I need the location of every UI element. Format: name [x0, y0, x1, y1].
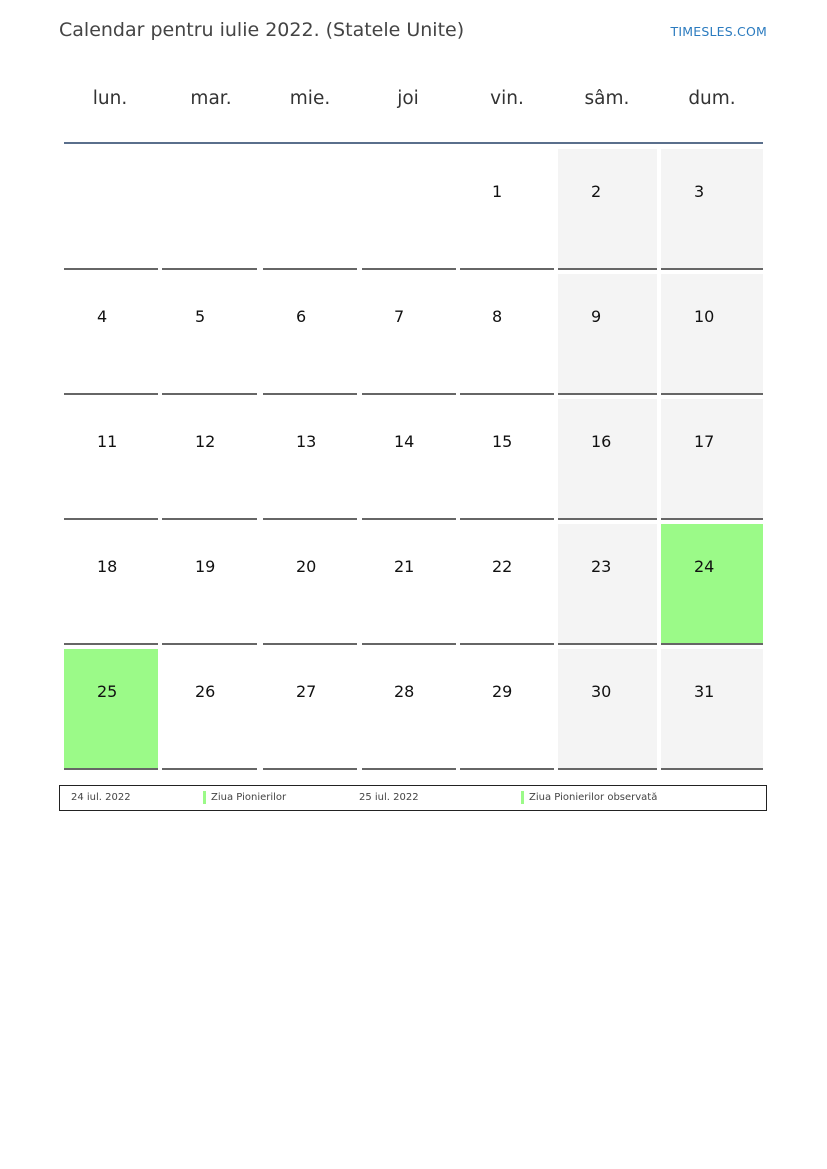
day-cell — [661, 399, 763, 520]
day-number: 20 — [296, 557, 317, 576]
day-cell — [64, 399, 158, 520]
day-cell — [460, 274, 554, 395]
day-number: 28 — [394, 682, 415, 701]
day-cell — [661, 649, 763, 770]
weekday-label: lun. — [92, 88, 128, 109]
page-title: Calendar pentru iulie 2022. (Statele Unite) — [59, 19, 465, 41]
day-number: 17 — [694, 432, 715, 451]
day-number: 11 — [97, 432, 118, 451]
weekday-label: mar. — [190, 88, 232, 109]
day-cell — [64, 274, 158, 395]
weekday-label: sâm. — [584, 88, 630, 109]
day-number: 27 — [296, 682, 317, 701]
day-cell — [362, 649, 456, 770]
day-cell — [661, 149, 763, 270]
day-cell — [263, 524, 357, 645]
day-cell — [263, 399, 357, 520]
day-cell — [558, 399, 657, 520]
day-number: 9 — [591, 307, 602, 326]
day-number: 31 — [694, 682, 715, 701]
empty-day-cell — [64, 149, 158, 270]
day-cell — [64, 524, 158, 645]
day-cell — [162, 649, 257, 770]
day-cell — [558, 274, 657, 395]
empty-day-cell — [263, 149, 357, 270]
day-cell — [162, 274, 257, 395]
legend-holiday-name: Ziua Pionierilor — [211, 792, 287, 803]
day-number: 15 — [492, 432, 513, 451]
legend-date: 25 iul. 2022 — [359, 792, 419, 803]
empty-day-cell — [162, 149, 257, 270]
weekday-label: dum. — [688, 88, 736, 109]
site-brand-link[interactable]: TIMESLES.COM — [670, 24, 767, 39]
day-number: 10 — [694, 307, 715, 326]
day-cell — [558, 149, 657, 270]
day-number: 12 — [195, 432, 216, 451]
day-cell — [362, 399, 456, 520]
day-number: 25 — [97, 682, 118, 701]
day-number: 26 — [195, 682, 216, 701]
day-cell — [460, 524, 554, 645]
day-number: 22 — [492, 557, 513, 576]
day-number: 18 — [97, 557, 118, 576]
day-cell — [162, 524, 257, 645]
day-number: 1 — [492, 182, 503, 201]
day-number: 30 — [591, 682, 612, 701]
day-cell — [263, 649, 357, 770]
day-cell — [64, 649, 158, 770]
legend-color-swatch — [521, 791, 524, 804]
day-number: 13 — [296, 432, 317, 451]
weekday-label: joi — [397, 88, 419, 109]
day-number: 2 — [591, 182, 602, 201]
day-number: 5 — [195, 307, 206, 326]
day-number: 14 — [394, 432, 415, 451]
day-cell — [558, 524, 657, 645]
day-cell — [661, 524, 763, 645]
weekday-label: vin. — [490, 88, 524, 109]
day-number: 6 — [296, 307, 307, 326]
legend-color-swatch — [203, 791, 206, 804]
day-cell — [558, 649, 657, 770]
legend-holiday-name: Ziua Pionierilor observată — [529, 792, 658, 803]
day-cell — [460, 399, 554, 520]
day-number: 8 — [492, 307, 503, 326]
legend-date: 24 iul. 2022 — [71, 792, 131, 803]
empty-day-cell — [362, 149, 456, 270]
weekday-header-row — [64, 88, 763, 118]
day-number: 24 — [694, 557, 715, 576]
day-cell — [460, 649, 554, 770]
weekday-label: mie. — [289, 88, 331, 109]
day-cell — [362, 274, 456, 395]
day-cell — [460, 149, 554, 270]
day-cell — [263, 274, 357, 395]
day-number: 4 — [97, 307, 108, 326]
header-divider — [64, 142, 763, 144]
day-number: 7 — [394, 307, 405, 326]
day-number: 21 — [394, 557, 415, 576]
day-cell — [661, 274, 763, 395]
day-number: 23 — [591, 557, 612, 576]
day-number: 29 — [492, 682, 513, 701]
day-cell — [162, 399, 257, 520]
day-number: 19 — [195, 557, 216, 576]
day-cell — [362, 524, 456, 645]
day-number: 3 — [694, 182, 705, 201]
holiday-legend — [59, 785, 767, 811]
day-number: 16 — [591, 432, 612, 451]
